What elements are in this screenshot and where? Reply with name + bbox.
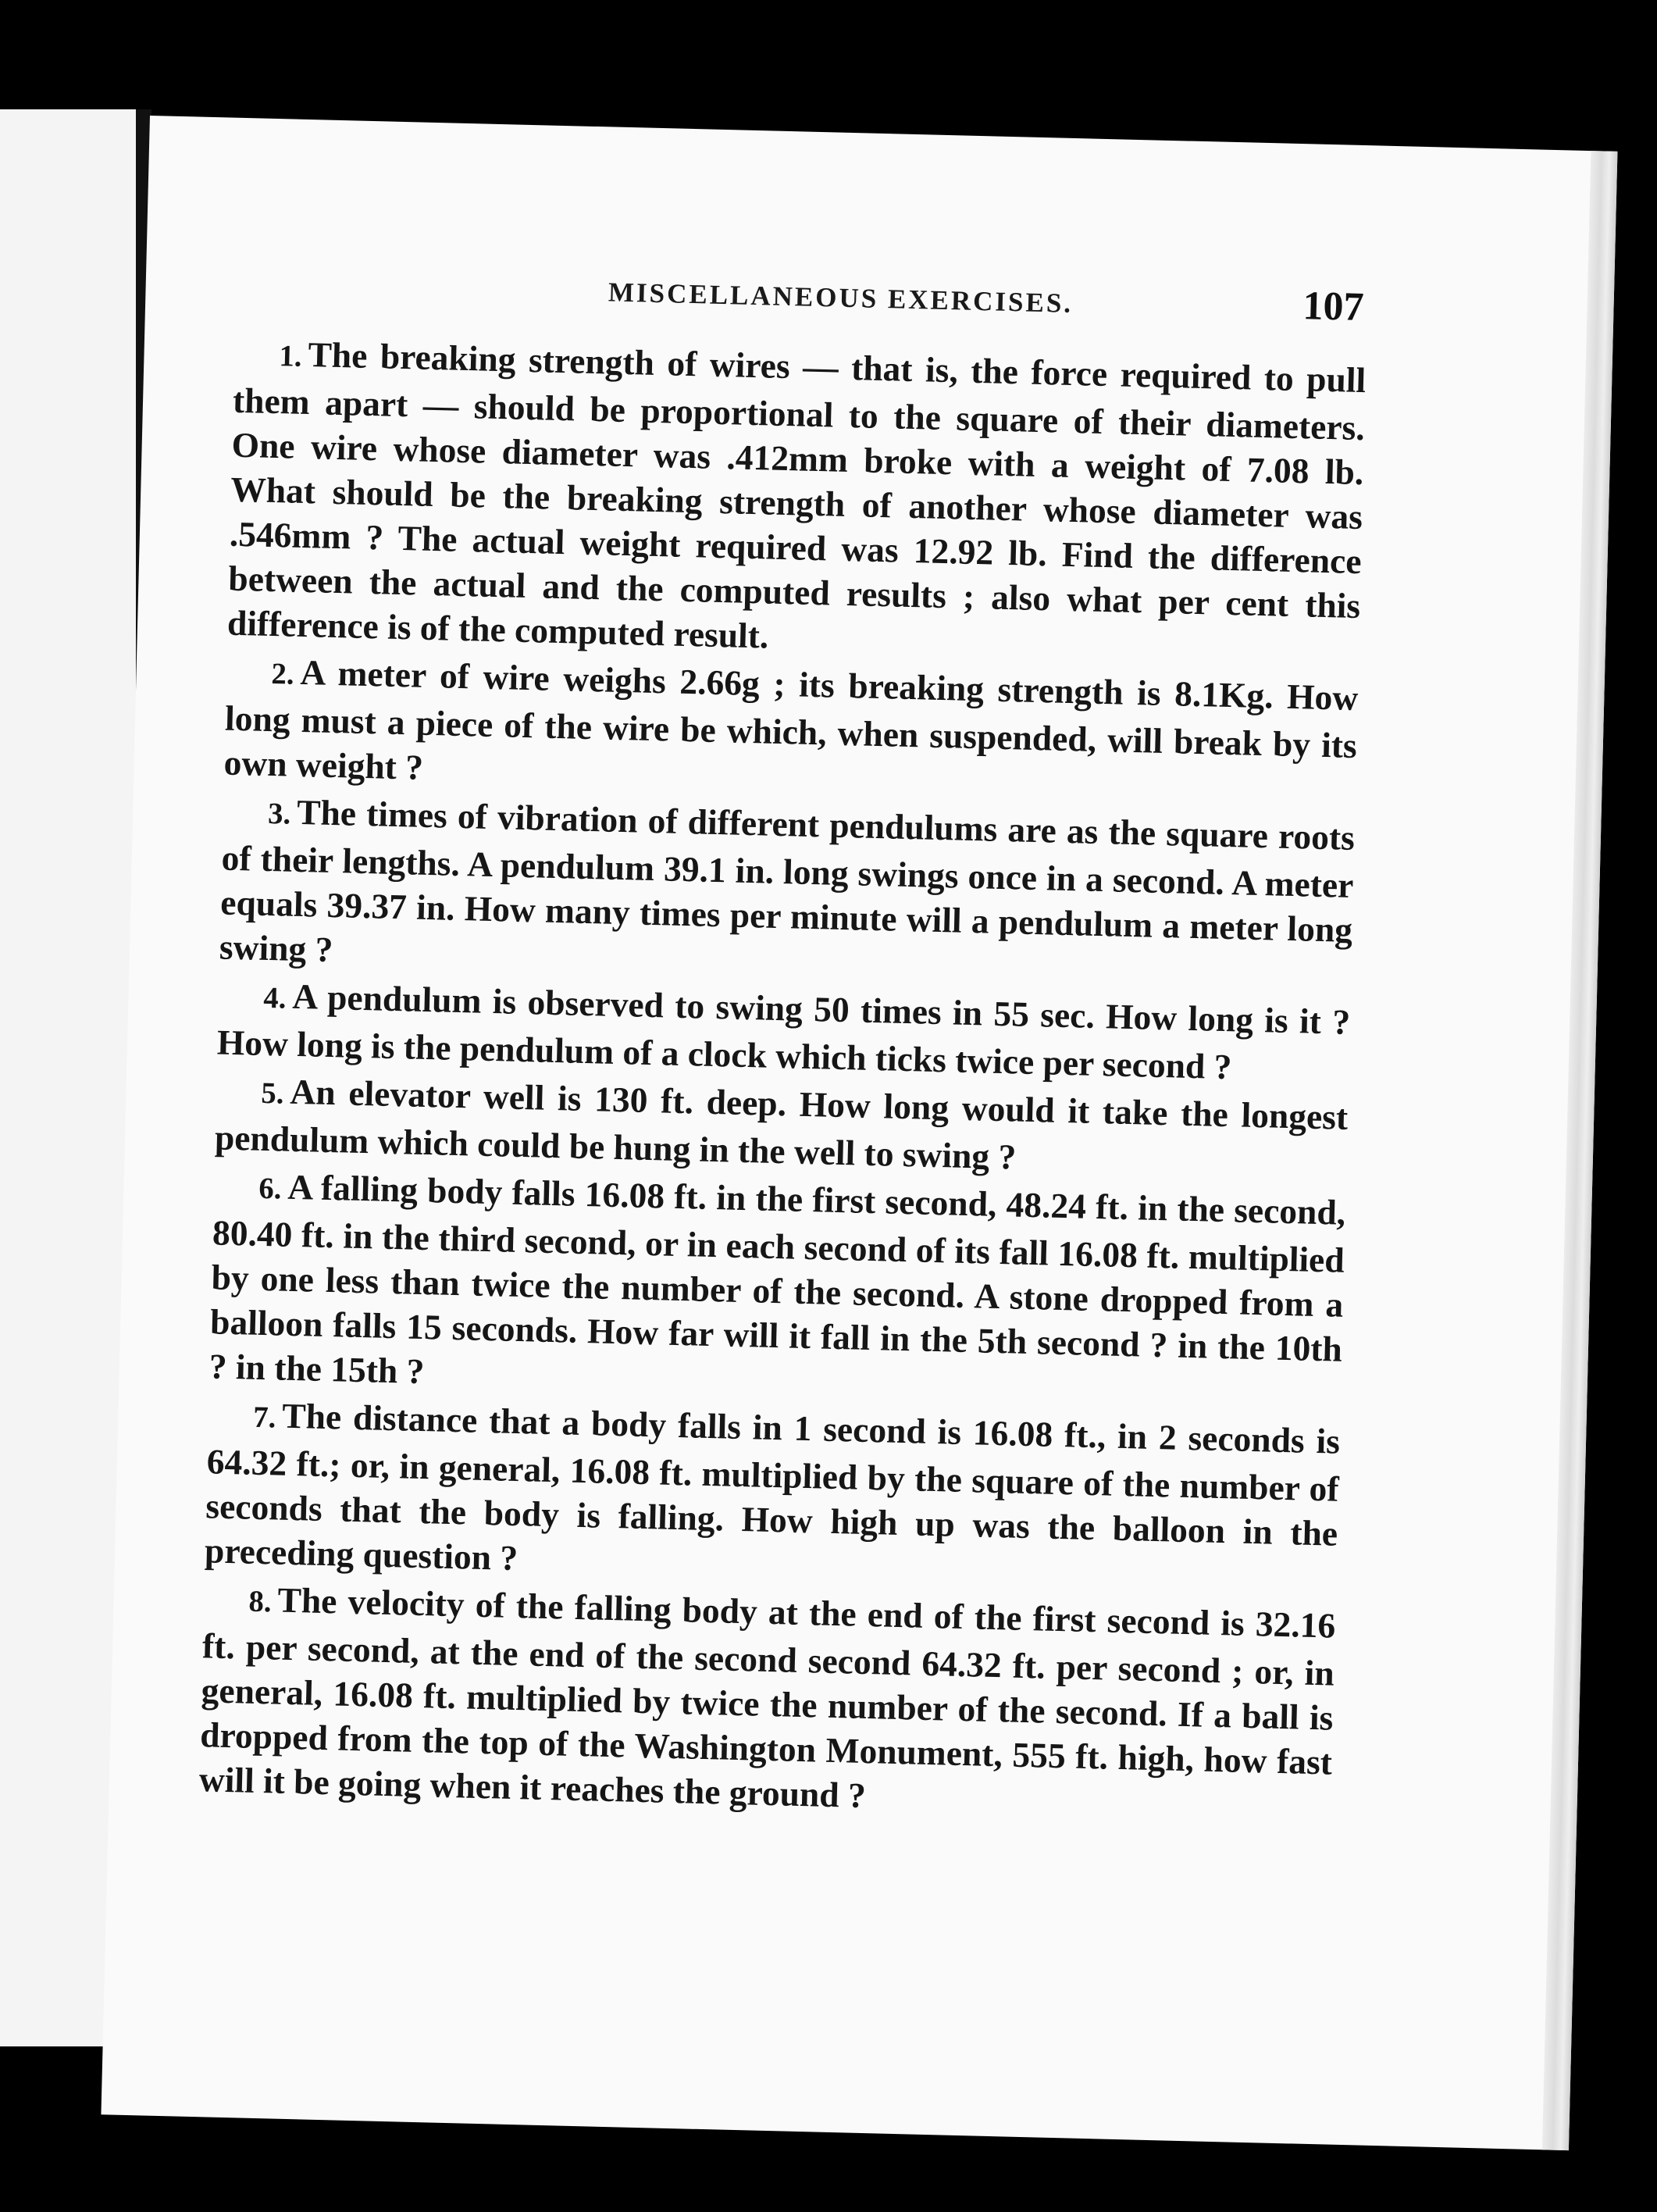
exercise-3 — [219, 788, 1355, 997]
exercise-text: A pendulum is observed to swing 50 times in 55 sec. How long is it ? How long is the pendulum of a clock which ticks twice per second ? — [216, 976, 1351, 1087]
exercise-text: The breaking strength of wires — that is, the force required to pull them apart — should be proportional to the square of their diameters. One wire whose diameter was .412mm broke with a weight of 7.08 lb. What should be the breaking strength of another whose diameter was .546mm ? The actual weight required was 12.92 lb. Find the difference between the actual and the computed results ; also what per cent this difference is of the computed result. — [226, 334, 1367, 656]
exercise-text: An elevator well is 130 ft. deep. How long would it take the longest pendulum which could be hung in the well to swing ? — [214, 1071, 1349, 1177]
page-number: 107 — [1302, 284, 1365, 330]
exercise-text: The velocity of the falling body at the end of the first second is 32.16 ft. per second, at the end of the second second 64.32 ft. per second ; or, in general, 16.08 ft. multiplied by twice the number of the second. If a ball is dropped from the top of the Washington Monument, 555 ft. high, how fast will it be going when it reaches the ground ? — [198, 1579, 1336, 1816]
exercise-text: A falling body falls 16.08 ft. in the first second, 48.24 ft. in the second, 80.40 ft. in the third second, or in each second of its fall 16.08 ft. multiplied by one less than twice the number of the second. A stone dropped from a balloon falls 15 seconds. How far will it fall in the 5th second ? in the 10th ? in the 15th ? — [208, 1166, 1346, 1392]
exercise-text: The times of vibration of different pendulums are as the square roots of their lengths. A pendulum 39.1 in. long swings once in a second. A meter equals 39.37 in. How many times per minute will a pendulum a meter long swing ? — [219, 791, 1356, 970]
exercise-number: 7. — [252, 1400, 276, 1435]
exercise-number: 8. — [248, 1585, 273, 1619]
exercise-7 — [204, 1391, 1340, 1600]
exercise-8 — [198, 1575, 1336, 1828]
exercise-number: 3. — [267, 797, 291, 831]
exercise-number: 4. — [262, 981, 287, 1015]
exercise-text: The distance that a body falls in 1 second is 16.08 ft., in 2 seconds is 64.32 ft.; or, in general, 16.08 ft. multiplied by the square of the number of seconds that the body is falling. How high up was the balloon in the preceding question ? — [204, 1395, 1341, 1579]
page-edge-shadow — [1542, 151, 1618, 2150]
book-page — [101, 116, 1617, 2150]
exercise-number: 2. — [271, 658, 295, 691]
exercise-number: 1. — [279, 340, 303, 373]
exercise-2 — [223, 648, 1359, 812]
exercise-1 — [226, 330, 1366, 673]
exercise-text: A meter of wire weighs 2.66g ; its breaking strength is 8.1Kg. How long must a piece of the wire be which, when suspended, will break by its own weight ? — [223, 651, 1359, 787]
exercise-6 — [208, 1162, 1346, 1415]
running-head: MISCELLANEOUS EXERCISES. — [608, 276, 1074, 319]
exercise-list — [198, 330, 1367, 1832]
exercise-number: 6. — [258, 1172, 282, 1206]
exercise-number: 5. — [260, 1076, 284, 1111]
